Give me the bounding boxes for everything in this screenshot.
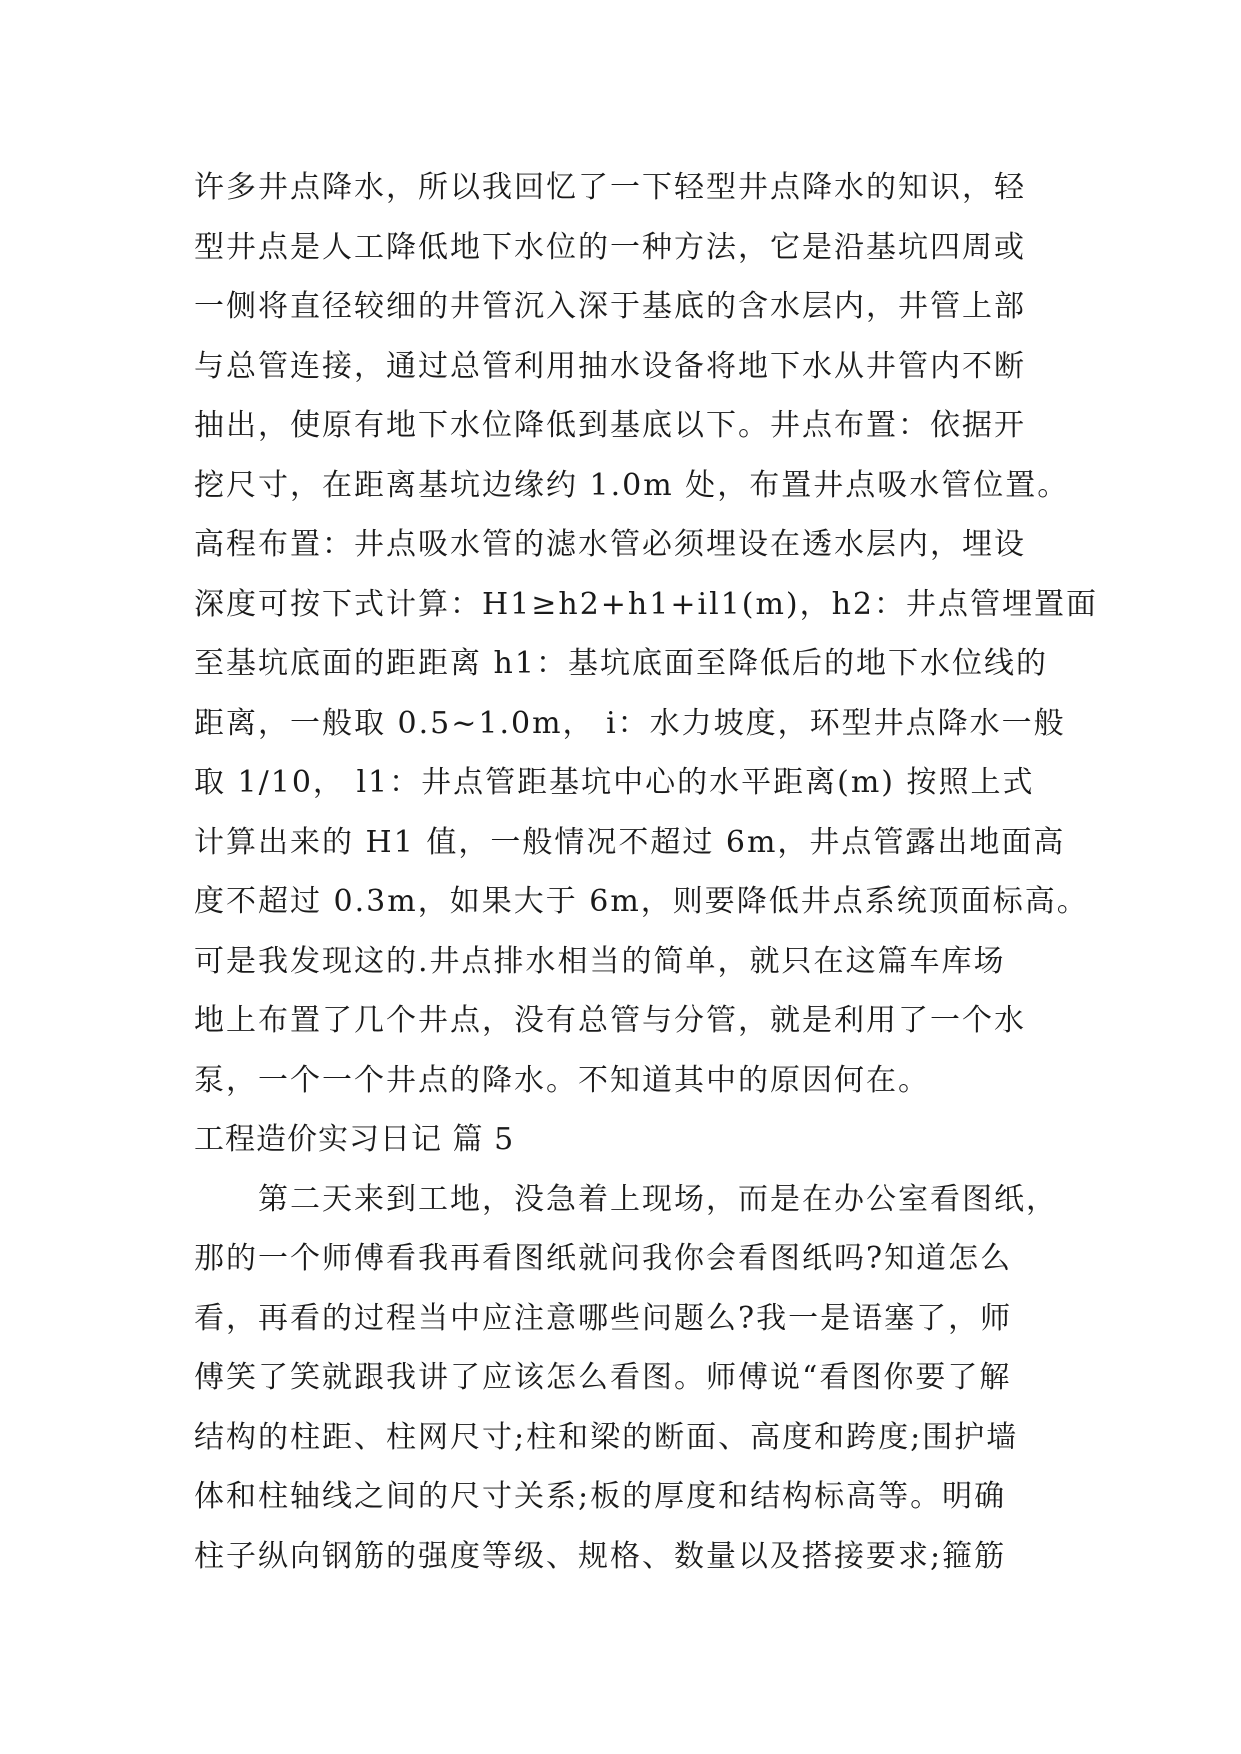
- text-line: 度不超过 0.3m，如果大于 6m，则要降低井点系统顶面标高。: [194, 884, 1089, 919]
- text-line: 泵，一个一个井点的降水。不知道其中的原因何在。: [194, 1062, 930, 1098]
- text-line: 看，再看的过程当中应注意哪些问题么?我一是语塞了，师: [194, 1300, 1013, 1336]
- text-line: 一侧将直径较细的井管沉入深于基底的含水层内，井管上部: [194, 289, 1026, 324]
- text-line: 结构的柱距、柱网尺寸;柱和梁的断面、高度和跨度;围护墙: [194, 1419, 1019, 1455]
- section-heading: 工程造价实习日记 篇 5: [194, 1122, 515, 1157]
- text-line: 挖尺寸，在距离基坑边缘约 1.0m 处，布置井点吸水管位置。: [194, 467, 1070, 503]
- text-line: 抽出，使原有地下水位降低到基底以下。井点布置：依据开: [194, 408, 1026, 443]
- text-line: 距离，一般取 0.5~1.0m， i：水力坡度，环型井点降水一般: [194, 705, 1066, 741]
- text-line: 傅笑了笑就跟我讲了应该怎么看图。师傅说“看图你要了解: [194, 1360, 1012, 1395]
- text-line: 地上布置了几个井点，没有总管与分管，就是利用了一个水: [194, 1003, 1026, 1038]
- text-line: 计算出来的 H1 值，一般情况不超过 6m，井点管露出地面高: [194, 824, 1066, 860]
- text-line: 可是我发现这的.井点排水相当的简单，就只在这篇车库场: [194, 943, 1006, 979]
- text-line: 型井点是人工降低地下水位的一种方法，它是沿基坑四周或: [194, 229, 1026, 265]
- text-line: 高程布置：井点吸水管的滤水管必须埋设在透水层内，埋设: [194, 527, 1026, 562]
- body-text: [194, 158, 1099, 1586]
- text-line: 深度可按下式计算：H1≥h2+h1+il1(m)，h2：井点管埋置面: [194, 586, 1099, 622]
- text-line: 与总管连接，通过总管利用抽水设备将地下水从井管内不断: [194, 348, 1026, 384]
- paragraph-first-line: 第二天来到工地，没急着上现场，而是在办公室看图纸，: [258, 1181, 1058, 1217]
- text-line: 许多井点降水，所以我回忆了一下轻型井点降水的知识，轻: [194, 170, 1026, 205]
- text-line: 体和柱轴线之间的尺寸关系;板的厚度和结构标高等。明确: [194, 1479, 1007, 1514]
- text-line: 柱子纵向钢筋的强度等级、规格、数量以及搭接要求;箍筋: [194, 1538, 1007, 1574]
- text-line: 至基坑底面的距距离 h1：基坑底面至降低后的地下水位线的: [194, 646, 1048, 681]
- text-line: 取 1/10， l1：井点管距基坑中心的水平距离(m) 按照上式: [194, 765, 1035, 800]
- text-line: 那的一个师傅看我再看图纸就问我你会看图纸吗?知道怎么: [194, 1241, 1013, 1276]
